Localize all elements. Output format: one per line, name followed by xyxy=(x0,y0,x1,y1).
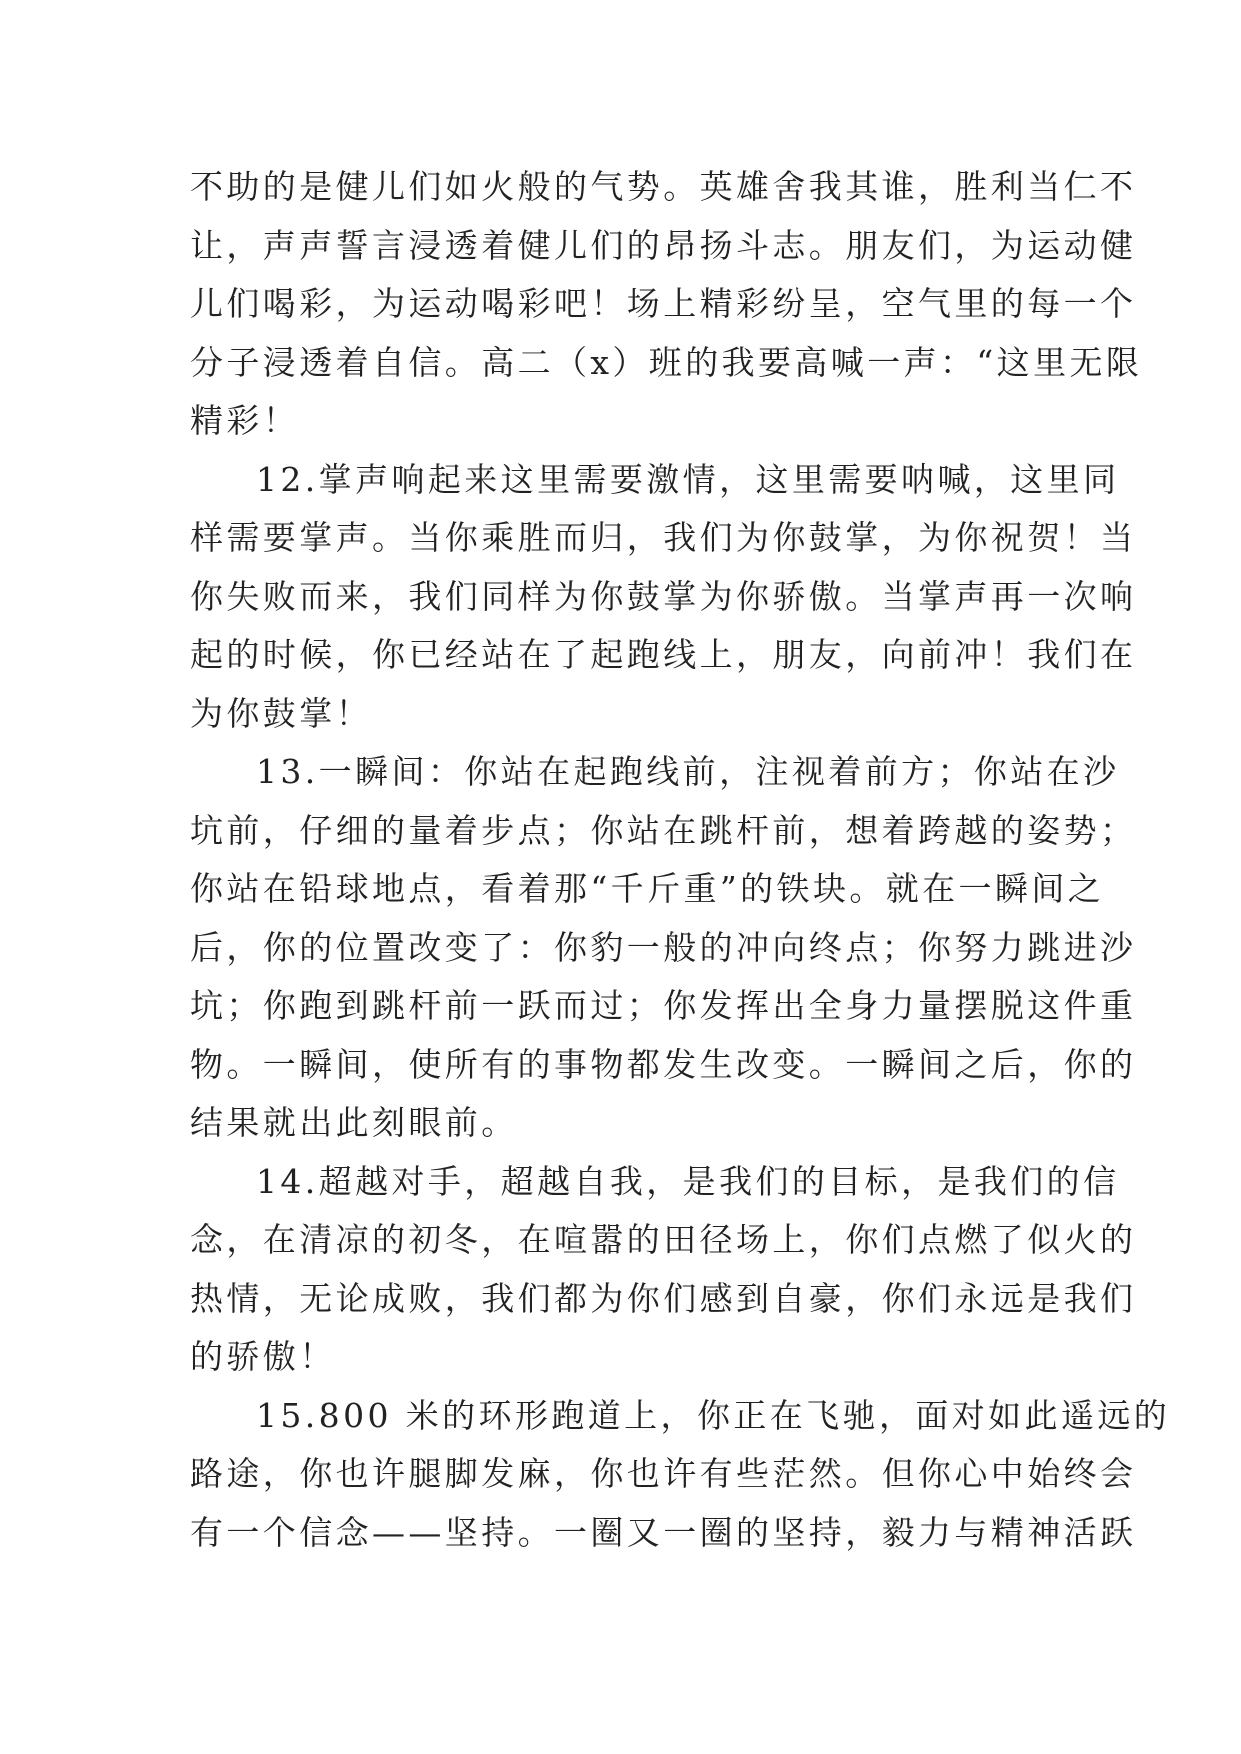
text-line: 你失败而来，我们同样为你鼓掌为你骄傲。当掌声再一次响 xyxy=(190,576,1137,616)
text-line: 热情，无论成败，我们都为你们感到自豪，你们永远是我们 xyxy=(190,1278,1137,1318)
text-line: 分子浸透着自信。高二（x）班的我要高喊一声：“这里无限 xyxy=(190,342,1143,382)
text-line: 路途，你也许腿脚发麻，你也许有些茫然。但你心中始终会 xyxy=(190,1454,1137,1493)
paragraph-13-first-line: 13.一瞬间：你站在起跑线前，注视着前方；你站在沙 xyxy=(256,752,1120,791)
text-line: 精彩！ xyxy=(190,401,300,440)
paragraph-14-first-line: 14.超越对手，超越自我，是我们的目标，是我们的信 xyxy=(256,1161,1120,1201)
text-line: 坑前，仔细的量着步点；你站在跳杆前，想着跨越的姿势； xyxy=(190,810,1137,850)
text-line: 为你鼓掌！ xyxy=(190,693,372,733)
text-line: 后，你的位置改变了：你豹一般的冲向终点；你努力跳进沙 xyxy=(190,927,1137,967)
text-line: 结果就出此刻眼前。 xyxy=(190,1103,518,1142)
text-line: 的骄傲！ xyxy=(190,1337,336,1376)
text-line: 坑；你跑到跳杆前一跃而过；你发挥出全身力量摆脱这件重 xyxy=(190,986,1137,1025)
document-body xyxy=(190,158,1171,1562)
paragraph-15-first-line: 15.800 米的环形跑道上，你正在飞驰，面对如此遥远的 xyxy=(256,1395,1171,1435)
text-line: 念，在清凉的初冬，在喧嚣的田径场上，你们点燃了似火的 xyxy=(190,1220,1137,1259)
text-line: 儿们喝彩，为运动喝彩吧！场上精彩纷呈，空气里的每一个 xyxy=(190,284,1137,323)
text-line: 样需要掌声。当你乘胜而归，我们为你鼓掌，为你祝贺！当 xyxy=(190,518,1137,557)
paragraph-12-first-line: 12.掌声响起来这里需要激情，这里需要呐喊，这里同 xyxy=(256,459,1120,499)
text-line: 起的时候，你已经站在了起跑线上，朋友，向前冲！我们在 xyxy=(190,635,1137,674)
text-line: 物。一瞬间，使所有的事物都发生改变。一瞬间之后，你的 xyxy=(190,1044,1137,1084)
text-line: 有一个信念——坚持。一圈又一圈的坚持，毅力与精神活跃 xyxy=(190,1512,1137,1552)
text-line: 你站在铅球地点，看着那“千斤重”的铁块。就在一瞬间之 xyxy=(190,869,1105,908)
text-line: 让，声声誓言浸透着健儿们的昂扬斗志。朋友们，为运动健 xyxy=(190,225,1137,265)
text-line: 不助的是健儿们如火般的气势。英雄舍我其谁，胜利当仁不 xyxy=(190,167,1137,206)
